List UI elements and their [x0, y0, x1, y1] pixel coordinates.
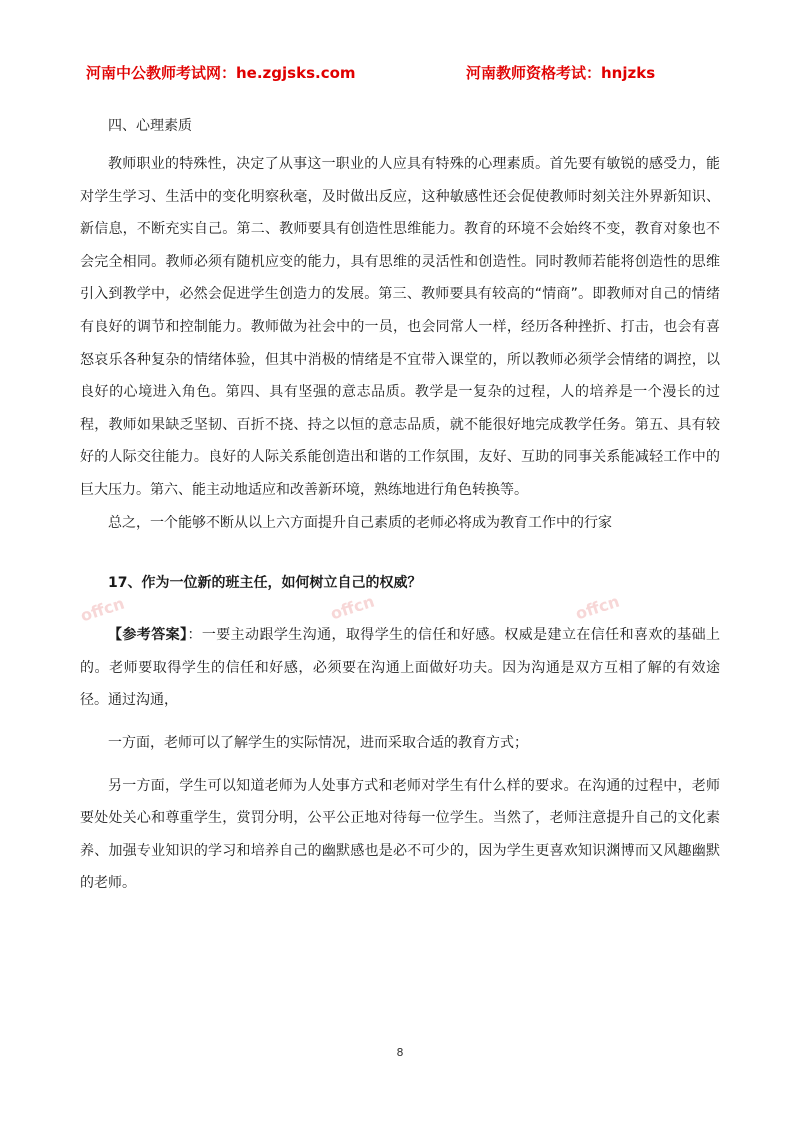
answer-paragraph: [80, 619, 720, 717]
header-website-right: 河南教师资格考试：hnjzks: [466, 64, 656, 82]
section-heading: 四、心理素质: [108, 118, 192, 134]
answer-text: ：一要主动跟学生沟通，取得学生的信任和好感。权威是建立在信任和喜欢的基础上的。老师要取得学生的信任和好感，必须要在沟通上面做好功夫。因为沟通是双方互相了解的有效途径。通过沟通，: [80, 627, 721, 709]
watermark-center: offcn: [328, 591, 377, 624]
answer-point-1: 一方面，老师可以了解学生的实际情况，进而采取合适的教育方式；: [108, 734, 528, 751]
document-body: [80, 112, 720, 900]
question-title: 17、作为一位新的班主任，如何树立自己的权威？: [108, 575, 422, 592]
header-website-left: 河南中公教师考试网：he.zgjsks.com: [86, 64, 356, 82]
page-header: [0, 62, 800, 86]
page-number: 8: [396, 1046, 404, 1059]
answer-label: 【参考答案】: [108, 627, 188, 644]
section-paragraph: 教师职业的特殊性，决定了从事这一职业的人应具有特殊的心理素质。首先要有敏锐的感受力，能对学生学习、生活中的变化明察秋毫，及时做出反应，这种敏感性还会促使教师时刻关注外界新知识、新信息，不断充实自己。第二、教师要具有创造性思维能力。教育的环境不会始终不变，教育对象也不会完全相同。教师必须有随机应变的能力，具有思维的灵活性和创造性。同时教师若能将创造性的思维引入到教学中，必然会促进学生创造力的发展。第三、教师要具有较高的“情商”。即教师对自己的情绪有良好的调节和控制能力。教师做为社会中的一员，也会同常人一样，经历各种挫折、打击，也会有喜怒哀乐各种复杂的情绪体验，但其中消极的情绪是不宜带入课堂的，所以教师必须学会情绪的调控，以良好的心境进入角色。第四、具有坚强的意志品质。教学是一复杂的过程，人的培养是一个漫长的过程，教师如果缺乏坚韧、百折不挠、持之以恒的意志品质，就不能很好地完成教学任务。第五、具有较好的人际交往能力。良好的人际关系能创造出和谐的工作氛围，友好、互助的同事关系能减轻工作中的巨大压力。第六、能主动地适应和改善新环境，熟练地进行角色转换等。: [80, 156, 720, 498]
watermark-right: offcn: [573, 591, 622, 624]
answer-block: [80, 619, 720, 900]
answer-point-2: 另一方面，学生可以知道老师为人处事方式和老师对学生有什么样的要求。在沟通的过程中，老师要处处关心和尊重学生，赏罚分明，公平公正地对待每一位学生。当然了，老师注意提升自己的文化素养、加强专业知识的学习和培养自己的幽默感也是必不可少的，因为学生更喜欢知识渊博而又风趣幽默的老师。: [80, 777, 720, 892]
section-summary: 总之，一个能够不断从以上六方面提升自己素质的老师必将成为教育工作中的行家: [108, 514, 612, 531]
watermark-left: offcn: [78, 593, 127, 626]
